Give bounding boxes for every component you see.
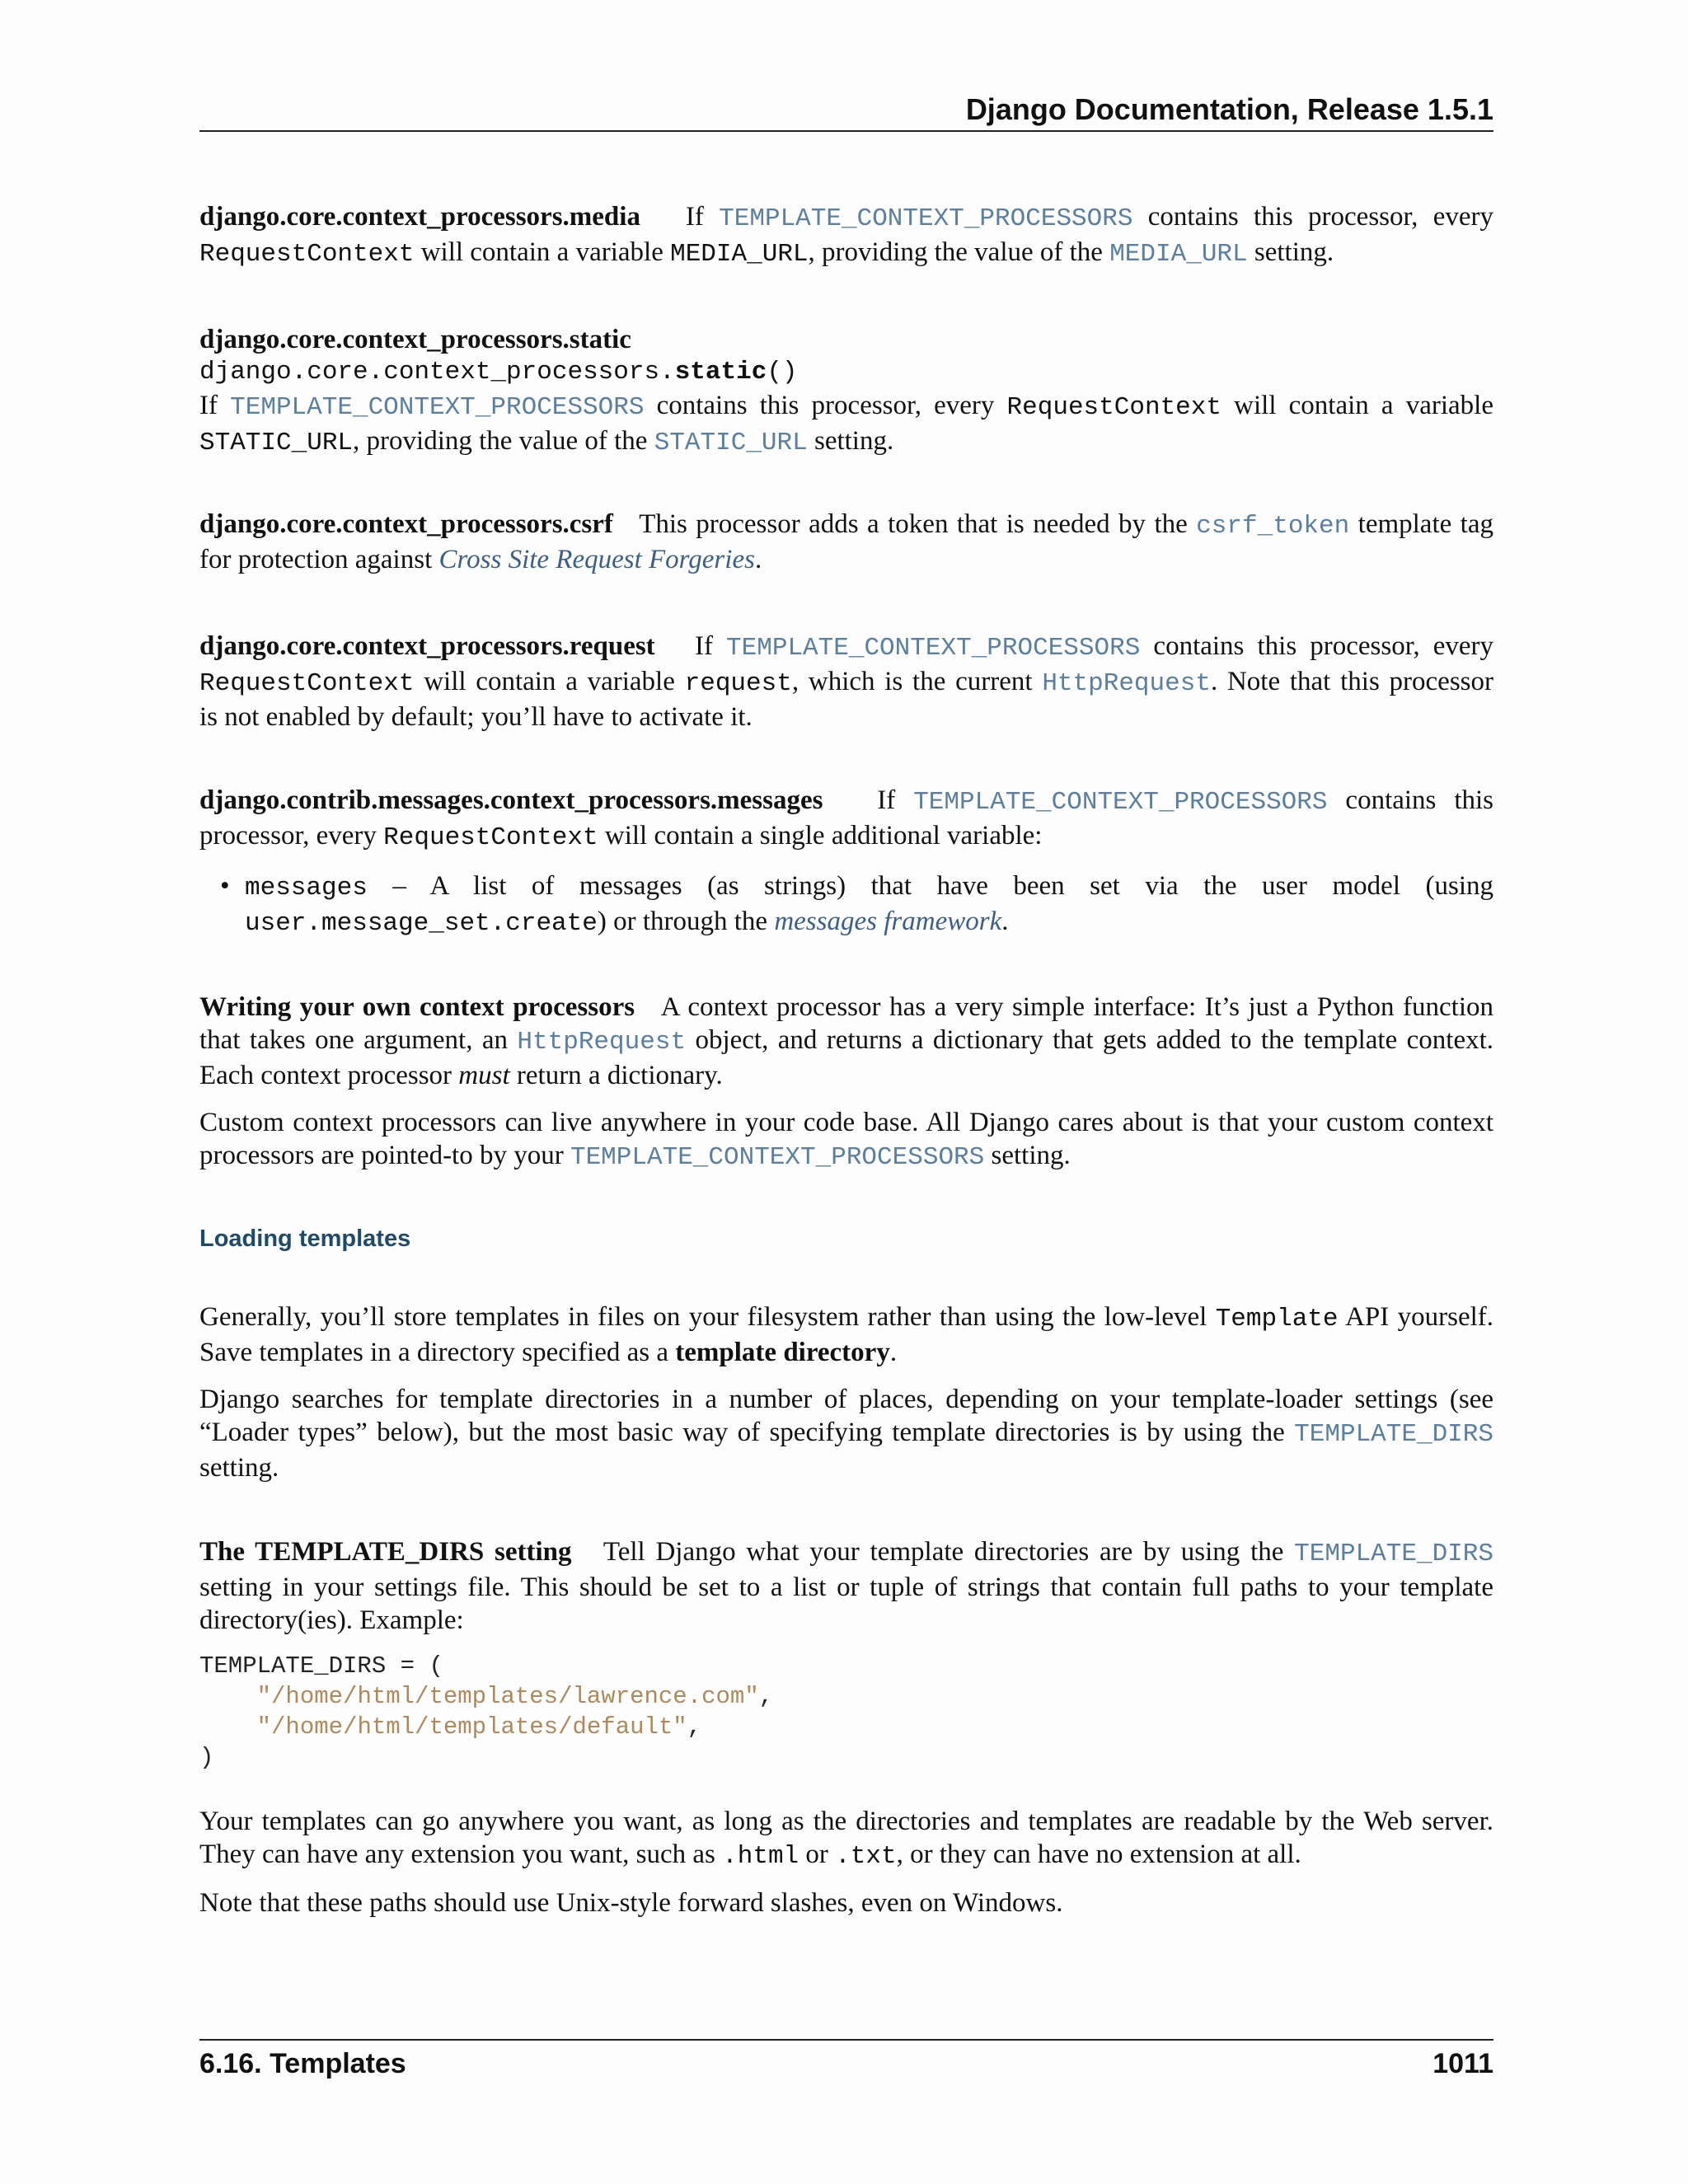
footer-rule [199, 2039, 1493, 2041]
template-context-processors-link[interactable]: TEMPLATE_CONTEXT_PROCESSORS [726, 634, 1141, 663]
section-heading-loading-templates: Loading templates [199, 1226, 411, 1252]
code-line: ) [199, 1744, 214, 1771]
writing-term: Writing your own context processors [199, 992, 635, 1022]
text: for protection against [199, 545, 439, 574]
code-block [199, 1651, 773, 1773]
text: contains this [1327, 785, 1494, 815]
footer-section: 6.16. Templates [199, 2048, 406, 2079]
code-line: TEMPLATE_DIRS = ( [199, 1652, 443, 1680]
running-header: Django Documentation, Release 1.5.1 [965, 92, 1493, 126]
text: This processor adds a token that is needed by the [639, 509, 1197, 539]
text: contains this processor, every [1132, 202, 1494, 232]
text: django.core.context_processors. [199, 358, 675, 387]
text: processors are pointed-to by your [199, 1141, 570, 1170]
text: – A list of messages (as strings) that have been set via the user model (using [367, 871, 1493, 901]
text: Generally, you’ll store templates in files on your filesystem rather than using the low-level [199, 1302, 1216, 1332]
text: ) or through the [597, 907, 775, 936]
media-processor-entry [199, 200, 1493, 271]
request-context-code: RequestContext [383, 823, 598, 852]
template-code: Template [1215, 1305, 1339, 1333]
template-dirs-link[interactable]: TEMPLATE_DIRS [1294, 1540, 1493, 1568]
static-url-link[interactable]: STATIC_URL [654, 429, 808, 457]
text: object, and returns a dictionary that gets added to the template context. [686, 1025, 1494, 1055]
text: , providing the value of the [353, 426, 654, 456]
template-context-processors-link[interactable]: TEMPLATE_CONTEXT_PROCESSORS [719, 204, 1133, 233]
text: API yourself. [1338, 1302, 1494, 1332]
paragraph [199, 1805, 1493, 1873]
page-number: 1011 [1432, 2048, 1493, 2079]
document-page [199, 0, 1493, 2184]
httprequest-link[interactable]: HttpRequest [1042, 669, 1211, 698]
text: If [199, 391, 231, 420]
text: setting in your settings file. This should be set to a list or tuple of strings that contain full paths to your template [199, 1572, 1493, 1602]
template-dirs-term: The TEMPLATE_DIRS setting [199, 1537, 572, 1567]
template-dirs-setting [199, 1535, 1493, 1637]
text: directory(ies). Example: [199, 1605, 464, 1635]
text: () [767, 358, 798, 387]
paragraph [199, 1301, 1493, 1369]
text: If [877, 785, 914, 815]
template-context-processors-link[interactable]: TEMPLATE_CONTEXT_PROCESSORS [913, 788, 1328, 817]
csrf-token-link[interactable]: csrf_token [1196, 512, 1350, 541]
template-context-processors-link[interactable]: TEMPLATE_CONTEXT_PROCESSORS [230, 393, 645, 422]
static-signature [199, 356, 1493, 389]
text: Your templates can go anywhere you want, as long as the directories and templates are readable by the Web server. [199, 1807, 1493, 1836]
request-processor-entry [199, 630, 1493, 733]
writing-context-processors [199, 991, 1493, 1092]
request-var: request [684, 669, 792, 698]
text: Note that these paths should use Unix-style forward slashes, even on Windows. [199, 1888, 1063, 1918]
text: Custom context processors can live anywhere in your code base. All Django cares about is that your custom context [199, 1108, 1493, 1137]
text: setting. [807, 426, 894, 456]
text: Django searches for template directories in a number of places, depending on your template-loader settings (see [199, 1385, 1493, 1414]
text: , or they can have no extension at all. [896, 1840, 1301, 1869]
text: , which is the current [791, 667, 1043, 696]
request-term: django.core.context_processors.request [199, 631, 655, 661]
code-string: "/home/html/templates/lawrence.com" [256, 1683, 759, 1710]
text: . [1001, 907, 1009, 936]
media-term: django.core.context_processors.media [199, 202, 640, 232]
request-context-code: RequestContext [199, 240, 415, 269]
text: If [694, 631, 727, 661]
header-rule [199, 130, 1493, 132]
txt-ext-code: .txt [835, 1842, 897, 1871]
text: or [799, 1840, 836, 1869]
text: will contain a variable [414, 237, 671, 267]
paragraph [199, 1383, 1493, 1484]
text: “Loader types” below), but the most basic way of specifying template directories is by using the [199, 1418, 1295, 1447]
messages-term: django.contrib.messages.context_processors.messages [199, 785, 823, 815]
code-punct: , [687, 1713, 702, 1741]
request-context-code: RequestContext [199, 669, 415, 698]
text: . Note that this processor [1210, 667, 1493, 696]
text: contains this processor, every [644, 391, 1007, 420]
html-ext-code: .html [722, 1842, 799, 1871]
text: setting. [984, 1141, 1071, 1170]
text: processor, every [199, 821, 384, 851]
messages-processor-entry [199, 784, 1493, 855]
text: will contain a single additional variable: [598, 821, 1043, 851]
text: , providing the value of the [808, 237, 1110, 267]
text: If [685, 202, 720, 232]
messages-var: messages [245, 874, 368, 902]
text: Tell Django what your template directories are by using the [603, 1537, 1295, 1567]
static-term: django.core.context_processors.static [199, 325, 631, 354]
code-string: "/home/html/templates/default" [256, 1713, 687, 1741]
media-url-link[interactable]: MEDIA_URL [1109, 240, 1248, 269]
code-punct: , [758, 1683, 774, 1710]
media-url-var: MEDIA_URL [670, 240, 809, 269]
paragraph [199, 1886, 1493, 1919]
text: will contain a variable [414, 667, 685, 696]
text: template directory [675, 1338, 890, 1367]
text: setting. [1247, 237, 1334, 267]
text: return a dictionary. [509, 1061, 723, 1090]
httprequest-link[interactable]: HttpRequest [517, 1028, 687, 1057]
text: . [889, 1338, 898, 1367]
static-processor-entry [199, 323, 1493, 460]
text: . [754, 545, 762, 574]
csrf-docs-link[interactable]: Cross Site Request Forgeries [438, 545, 755, 574]
csrf-term: django.core.context_processors.csrf [199, 509, 613, 539]
text: that takes one argument, an [199, 1025, 518, 1055]
text: Save templates in a directory specified as a [199, 1338, 676, 1367]
csrf-processor-entry [199, 508, 1493, 576]
text: contains this processor, every [1140, 631, 1494, 661]
message-set-code: user.message_set.create [245, 909, 598, 938]
text: will contain a variable [1221, 391, 1494, 420]
bullet-icon: • [220, 871, 230, 901]
text: setting. [199, 1453, 279, 1483]
paragraph [199, 1106, 1493, 1174]
messages-framework-link[interactable]: messages framework [774, 907, 1002, 936]
static-url-var: STATIC_URL [199, 429, 354, 457]
text: static [674, 358, 767, 387]
text: is not enabled by default; you’ll have to activate it. [199, 702, 753, 732]
text: They can have any extension you want, such as [199, 1840, 723, 1869]
template-context-processors-link[interactable]: TEMPLATE_CONTEXT_PROCESSORS [570, 1143, 985, 1172]
request-context-code: RequestContext [1006, 393, 1221, 422]
text: must [458, 1061, 510, 1090]
text: A context processor has a very simple interface: It’s just a Python function [660, 992, 1493, 1022]
text: Each context processor [199, 1061, 459, 1090]
template-dirs-link[interactable]: TEMPLATE_DIRS [1294, 1420, 1493, 1449]
list-item [220, 869, 1493, 940]
text: template tag [1349, 509, 1494, 539]
